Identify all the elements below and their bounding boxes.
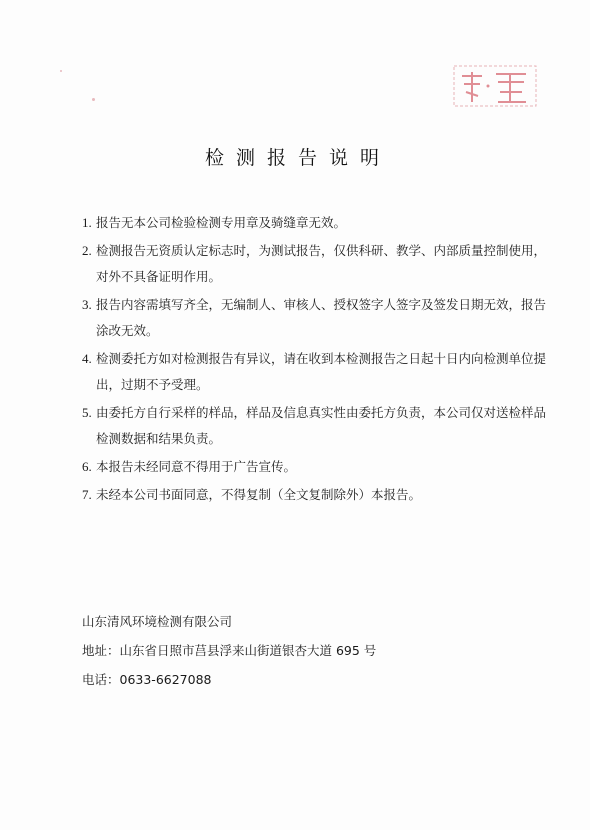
item-number: 2.	[82, 243, 92, 258]
stamp-speck	[60, 70, 62, 72]
notice-list	[82, 210, 552, 510]
list-item	[82, 346, 552, 398]
item-number: 1.	[82, 215, 92, 230]
stamp-speck	[92, 98, 95, 101]
company-info	[82, 607, 552, 694]
item-number: 6.	[82, 459, 92, 474]
item-text: 报告内容需填写齐全，无编制人、审核人、授权签字人签字及签发日期无效，报告涂改无效。	[96, 297, 547, 338]
item-text: 本报告未经同意不得用于广告宣传。	[96, 459, 297, 474]
list-item	[82, 454, 552, 480]
item-text: 检测委托方如对检测报告有异议，请在收到本检测报告之日起十日内向检测单位提出，过期不予受理。	[96, 351, 547, 392]
item-text: 报告无本公司检验检测专用章及骑缝章无效。	[96, 215, 347, 230]
list-item	[82, 238, 552, 290]
list-item	[82, 400, 552, 452]
item-number: 3.	[82, 297, 92, 312]
list-item	[82, 292, 552, 344]
page-title: 检测报告说明	[204, 146, 391, 169]
item-text: 由委托方自行采样的样品，样品及信息真实性由委托方负责，本公司仅对送检样品检测数据和结果负责。	[96, 405, 547, 446]
company-phone: 电话：0633-6627088	[82, 672, 212, 687]
company-name: 山东清风环境检测有限公司	[82, 614, 233, 629]
item-text: 未经本公司书面同意，不得复制（全文复制除外）本报告。	[96, 487, 422, 502]
seam-seal-stamp	[452, 62, 538, 110]
item-number: 5.	[82, 405, 92, 420]
company-address: 地址：山东省日照市莒县浮来山街道银杏大道 695 号	[82, 643, 377, 658]
list-item	[82, 482, 552, 508]
item-number: 7.	[82, 487, 92, 502]
list-item	[82, 210, 552, 236]
item-number: 4.	[82, 351, 92, 366]
item-text: 检测报告无资质认定标志时，为测试报告，仅供科研、教学、内部质量控制使用，对外不具备证明作用。	[96, 243, 547, 284]
